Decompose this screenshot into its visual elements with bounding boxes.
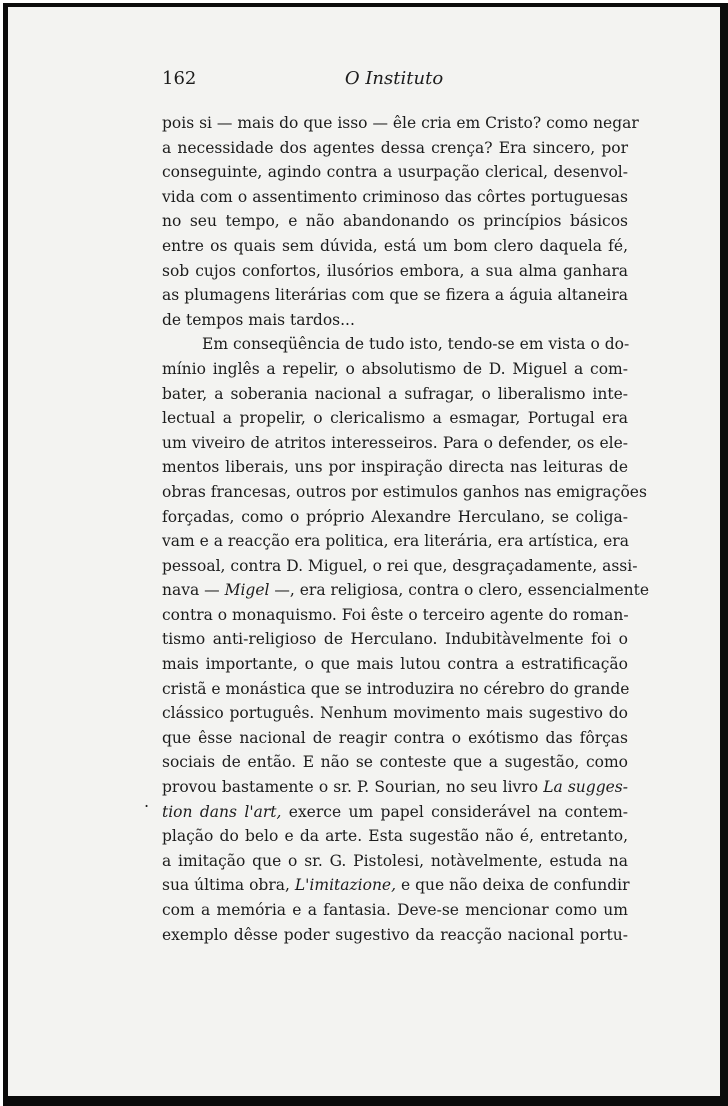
text-line (162, 308, 628, 333)
italic-title: L'imitazione, (294, 876, 397, 895)
text-line (162, 898, 628, 923)
line-text: Em conseqüência de tudo isto, tendo-se em vista o do- (202, 335, 630, 354)
line-text: obras francesas, outros por estimulos ganhos nas emigrações (162, 482, 647, 501)
line-text: que êsse nacional de reagir contra o exótismo das fôrças (162, 728, 628, 747)
running-title: O Instituto (344, 68, 444, 89)
text-line (162, 480, 647, 505)
line-text: a necessidade dos agentes dessa crença? Era sincero, por (162, 138, 628, 157)
line-text: plação do belo e da arte. Esta sugestão não é, entretanto, (162, 827, 628, 846)
text-line (162, 111, 639, 136)
text-line (162, 554, 638, 579)
text-line (162, 136, 628, 161)
line-text: mínio inglês a repelir, o absolutismo de D. Miguel a com- (162, 359, 628, 378)
line-text: sociais de então. E não se conteste que a sugestão, como (162, 753, 628, 772)
line-text: lectual a propelir, o clericalismo a esmagar, Portugal era (162, 409, 628, 428)
text-line (162, 578, 650, 603)
text-line (162, 923, 628, 948)
margin-mark: . (144, 792, 150, 811)
page-number: 162 (162, 68, 197, 89)
text-line (162, 824, 628, 849)
line-text: tismo anti-religioso de Herculano. Indubitàvelmente foi o (162, 630, 628, 649)
line-text: exemplo dêsse poder sugestivo da reacção nacional portu- (162, 925, 628, 944)
line-text: vida com o assentimento criminoso das côrtes portuguesas (162, 187, 628, 206)
text-line (162, 603, 628, 628)
line-text: mentos liberais, uns por inspiração directa nas leituras de (162, 458, 628, 477)
line-text: exerce um papel considerável na contem- (281, 802, 629, 821)
text-line (162, 627, 628, 652)
italic-title: Migel (224, 581, 270, 600)
text-line (162, 750, 628, 775)
line-text: —, era religiosa, contra o clero, essencialmente (269, 581, 650, 600)
text-line (162, 406, 628, 431)
line-text: de tempos mais tardos... (162, 310, 355, 329)
text-line (162, 652, 628, 677)
text-line (162, 431, 628, 456)
line-text: nava — (162, 581, 225, 600)
line-text: cristã e monástica que se introduzira no cérebro do grande (162, 679, 630, 698)
text-line (162, 529, 628, 554)
running-head (162, 68, 626, 92)
line-text: a imitação que o sr. G. Pistolesi, notàvelmente, estuda na (162, 851, 628, 870)
line-text: forçadas, como o próprio Alexandre Herculano, se coliga- (162, 507, 628, 526)
line-text: pois si — mais do que isso — êle cria em Cristo? como negar (162, 114, 639, 132)
text-line (162, 455, 628, 480)
line-text: bater, a soberania nacional a sufragar, o liberalismo inte- (162, 384, 628, 403)
line-text: clássico português. Nenhum movimento mais sugestivo do (162, 704, 628, 723)
text-line (162, 775, 628, 800)
text-line (162, 160, 628, 185)
text-line (162, 849, 628, 874)
line-text: sob cujos confortos, ilusórios embora, a sua alma ganhara (162, 261, 628, 280)
line-text: as plumagens literárias com que se fizera a águia altaneira (162, 286, 628, 305)
text-line (162, 873, 628, 898)
line-text: sua última obra, (162, 876, 295, 895)
line-text: com a memória e a fantasia. Deve-se mencionar como um (162, 901, 628, 919)
italic-title: La sugges- (543, 778, 628, 797)
text-line (162, 185, 628, 210)
text-line (162, 677, 628, 702)
text-line (162, 283, 628, 308)
text-line (162, 726, 628, 751)
line-text: vam e a reacção era politica, era literária, era artística, era (162, 532, 629, 551)
line-text: pessoal, contra D. Miguel, o rei que, desgraçadamente, assi- (162, 556, 638, 575)
text-line (162, 209, 628, 234)
line-text: provou bastamente o sr. P. Sourian, no seu livro (162, 778, 544, 797)
body-text (162, 111, 650, 947)
line-text: um viveiro de atritos interesseiros. Para o defender, os ele- (162, 433, 628, 452)
text-line (162, 234, 628, 259)
line-text: conseguinte, agindo contra a usurpação clerical, desenvol- (162, 163, 628, 182)
line-text: mais importante, o que mais lutou contra a estratificação (162, 655, 628, 674)
text-line (162, 701, 628, 726)
italic-title: tion dans l'art, (162, 802, 282, 821)
line-text: e que não deixa de confundir (396, 876, 630, 895)
text-line (162, 357, 628, 382)
text-line (162, 505, 628, 530)
text-line (162, 259, 628, 284)
line-text: no seu tempo, e não abandonando os princípios básicos (162, 212, 628, 231)
text-line (162, 800, 628, 825)
text-line (162, 382, 628, 407)
line-text: contra o monaquismo. Foi êste o terceiro agente do roman- (162, 605, 629, 624)
text-line (162, 332, 628, 357)
line-text: entre os quais sem dúvida, está um bom clero daquela fé, (162, 236, 628, 255)
